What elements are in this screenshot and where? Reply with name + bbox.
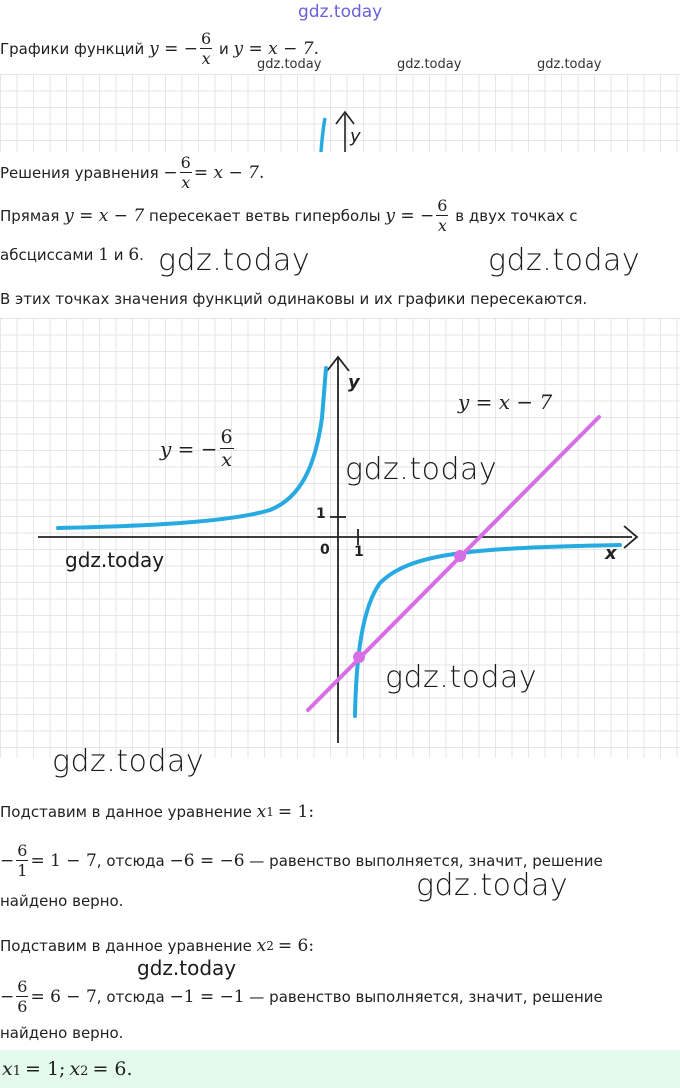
graphs-heading-fraction <box>200 31 212 67</box>
check1-tail2: найдено верно. <box>0 892 124 910</box>
hyperbola-label-fraction <box>220 428 234 470</box>
watermark-graph-1: gdz.today <box>345 452 498 487</box>
hyperbola-label <box>160 428 236 470</box>
intersection-eq2-lhs: y = − <box>385 206 435 226</box>
x-tick-label-1: 1 <box>354 544 364 560</box>
fraction-denominator: x <box>181 173 191 192</box>
intersection-eq1: y = x − 7 <box>64 206 145 226</box>
answer-v2: = 6. <box>92 1058 133 1080</box>
abscissas-line <box>0 243 144 267</box>
check1-eq: −6 = −6 <box>169 851 245 871</box>
y-tick-label-1: 1 <box>316 506 326 522</box>
answer-text <box>2 1058 133 1080</box>
answer-s1: 1 <box>12 1064 21 1079</box>
fraction-numerator: 6 <box>220 426 233 448</box>
solutions-heading <box>0 150 264 196</box>
check2-mid: , отсюда <box>96 988 165 1006</box>
check1-var: x <box>256 802 267 822</box>
watermark-1: gdz.today <box>158 243 311 278</box>
solutions-heading-fraction <box>180 155 192 191</box>
answer-box <box>0 1050 680 1088</box>
watermark-2: gdz.today <box>488 243 641 278</box>
check1-mid: , отсюда <box>96 852 165 870</box>
watermark-small-2: gdz.today <box>397 57 462 72</box>
watermark-graph-2: gdz.today <box>65 548 165 572</box>
graphs-heading-conj: и <box>218 40 229 58</box>
check2-tail2: найдено верно. <box>0 1024 124 1042</box>
solutions-heading-rhs: = x − 7 <box>193 163 259 183</box>
check2-eq: −1 = −1 <box>169 987 245 1007</box>
check2-equation-line <box>0 972 603 1022</box>
check2-fraction <box>16 979 28 1015</box>
check1-tail: — равенство выполняется, значит, решение <box>249 852 603 870</box>
origin-label: 0 <box>320 542 330 558</box>
intersection-point-6 <box>454 550 466 562</box>
intersection-point-1 <box>353 651 365 663</box>
check1-intro <box>0 802 314 822</box>
graph-preview-svg <box>0 74 680 152</box>
fraction-denominator: 1 <box>17 861 28 880</box>
watermark-5: gdz.today <box>137 956 237 980</box>
abscissa-b: 6 <box>128 245 140 265</box>
answer-s2: 2 <box>80 1064 89 1079</box>
check2-val: = 6: <box>277 936 315 956</box>
abscissas-dot: . <box>139 246 144 264</box>
intersection-sentence <box>0 192 578 240</box>
check1-intro-text: Подставим в данное уравнение <box>0 803 252 821</box>
line-label: y = x − 7 <box>458 390 553 414</box>
answer-x1: x <box>2 1058 13 1080</box>
watermark-4: gdz.today <box>416 868 569 903</box>
check2-intro <box>0 936 314 956</box>
hyperbola-preview-branch <box>321 118 325 152</box>
intersection-suffix: в двух точках с <box>455 207 578 225</box>
check1-rhs: = 1 − 7 <box>30 851 97 871</box>
graphs-heading-eq2: y = x − 7 <box>233 39 314 59</box>
answer-x2: x <box>69 1058 81 1080</box>
fraction-numerator: 6 <box>17 841 28 860</box>
hyperbola-label-lhs: y = − <box>160 437 218 461</box>
graphs-heading-prefix: Графики функций <box>0 40 145 58</box>
points-sentence: В этих точках значения функций одинаковы и их графики пересекаются. <box>0 290 588 308</box>
graph-svg <box>0 318 680 758</box>
solutions-heading-minus: − <box>163 163 178 183</box>
x-axis-label: x <box>605 543 617 564</box>
fraction-numerator: 6 <box>180 153 191 172</box>
fraction-denominator: 6 <box>17 997 28 1016</box>
solutions-heading-dot: . <box>258 163 265 183</box>
watermark-small-1: gdz.today <box>257 57 322 72</box>
watermark-small-3: gdz.today <box>537 57 602 72</box>
abscissas-conj: и <box>113 246 124 264</box>
watermark-3: gdz.today <box>52 744 205 779</box>
check2-intro-text: Подставим в данное уравнение <box>0 937 252 955</box>
solutions-heading-prefix: Решения уравнения <box>0 164 159 182</box>
watermark-graph-3: gdz.today <box>385 660 538 695</box>
intersection-mid: пересекает ветвь гиперболы <box>149 207 381 225</box>
check1-fraction <box>16 843 28 879</box>
fraction-numerator: 6 <box>200 29 212 48</box>
check2-sub: 2 <box>266 939 274 953</box>
watermark-top: gdz.today <box>298 2 383 22</box>
intersection-prefix: Прямая <box>0 207 60 225</box>
graph-panel <box>0 318 680 758</box>
answer-v1: = 1; <box>25 1058 66 1080</box>
y-axis-label: y <box>348 372 360 393</box>
graph-preview-strip <box>0 74 680 152</box>
check2-var: x <box>256 936 267 956</box>
fraction-denominator: x <box>437 216 447 235</box>
graphs-heading-eq1-lhs: y = − <box>149 39 198 59</box>
abscissas-prefix: абсциссами <box>0 246 94 264</box>
check2-tail: — равенство выполняется, значит, решение <box>249 988 603 1006</box>
check1-sub: 1 <box>266 805 274 819</box>
check2-minus: − <box>0 987 15 1007</box>
intersection-fraction <box>436 198 448 234</box>
fraction-denominator: x <box>201 49 211 68</box>
check2-rhs: = 6 − 7 <box>30 987 97 1007</box>
graphs-heading-dot: . <box>313 39 320 59</box>
fraction-denominator: x <box>221 449 232 471</box>
check1-val: = 1: <box>277 802 315 822</box>
y-axis-preview-label: y <box>350 126 361 147</box>
fraction-numerator: 6 <box>437 196 448 215</box>
fraction-numerator: 6 <box>17 977 28 996</box>
abscissa-a: 1 <box>98 245 110 265</box>
check1-minus: − <box>0 851 15 871</box>
